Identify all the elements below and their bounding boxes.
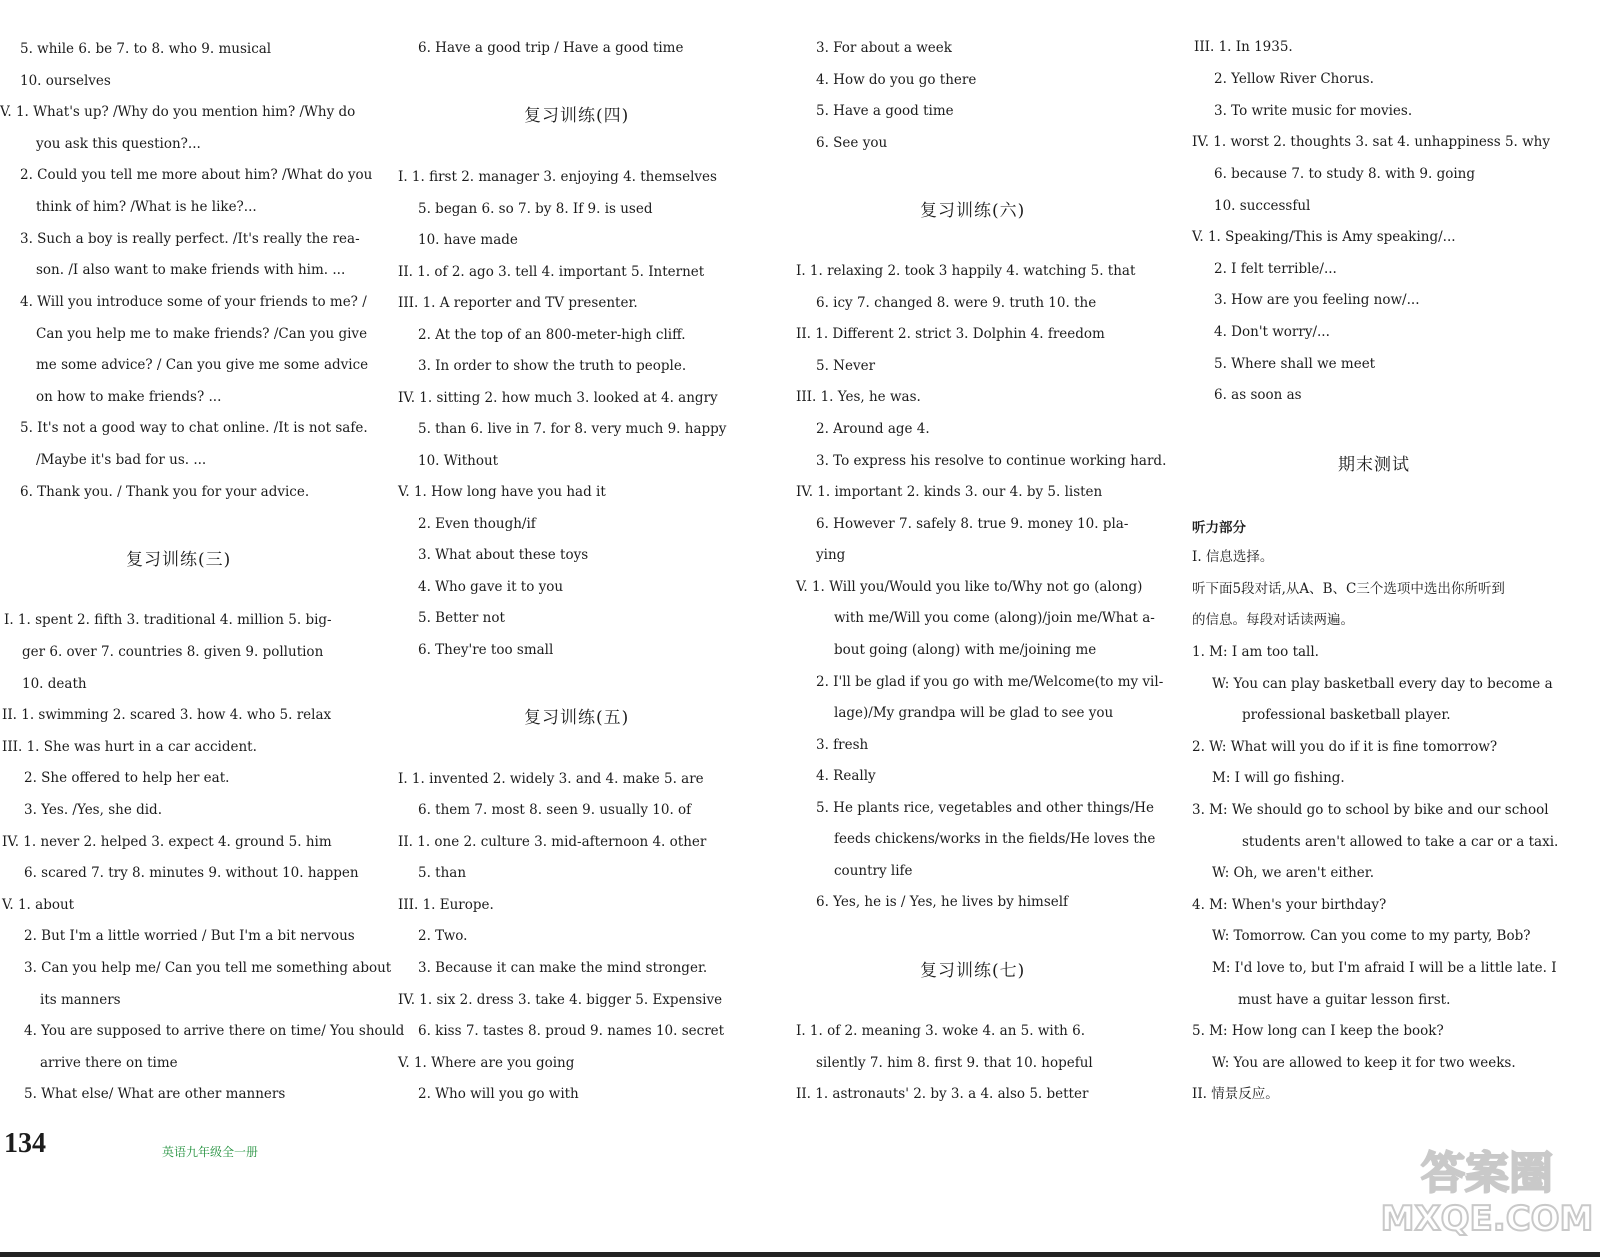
answer-line: 5. What else/ What are other manners (24, 1086, 286, 1102)
answer-line: W: You can play basketball every day to become a (1212, 676, 1553, 692)
page-number: 134 (4, 1128, 46, 1159)
answer-line: 5. Have a good time (816, 103, 954, 119)
section-heading: 复习训练(四) (524, 106, 630, 126)
answer-line: II. 1. of 2. ago 3. tell 4. important 5. Internet (398, 264, 705, 280)
answer-line: 6. because 7. to study 8. with 9. going (1214, 166, 1475, 182)
answer-line: IV. 1. important 2. kinds 3. our 4. by 5. listen (796, 484, 1103, 500)
answer-line: 3. To write music for movies. (1214, 103, 1413, 119)
answer-line: 10. have made (418, 232, 518, 248)
section-heading: 复习训练(三) (126, 550, 232, 570)
answer-line: 2. Even though/if (418, 516, 536, 532)
answer-line: 6. them 7. most 8. seen 9. usually 10. of (418, 802, 692, 818)
answer-line: 4. Don't worry/... (1214, 324, 1330, 340)
answer-line: II. 1. swimming 2. scared 3. how 4. who 5. relax (2, 707, 332, 723)
answer-line: M: I will go fishing. (1212, 770, 1345, 786)
answer-line: 3. How are you feeling now/... (1214, 292, 1420, 308)
answer-line: 6. Yes, he is / Yes, he lives by himself (816, 894, 1069, 910)
answer-line: 6. Have a good trip / Have a good time (418, 40, 684, 56)
answer-line: 3. M: We should go to school by bike and our school (1192, 802, 1549, 818)
answer-line: with me/Will you come (along)/join me/What a- (834, 610, 1155, 626)
answer-line: 1. M: I am too tall. (1192, 644, 1319, 660)
answer-line: /Maybe it's bad for us. ... (36, 452, 207, 468)
answer-line: 3. To express his resolve to continue working hard. (816, 453, 1167, 469)
answer-line: Can you help me to make friends? /Can you give (36, 326, 368, 342)
answer-line: 10. ourselves (20, 73, 111, 89)
answer-line: II. 情景反应。 (1192, 1086, 1279, 1102)
answer-line: 3. Because it can make the mind stronger. (418, 960, 708, 976)
answer-line: 5. Where shall we meet (1214, 356, 1376, 372)
answer-line: IV. 1. six 2. dress 3. take 4. bigger 5. Expensive (398, 992, 723, 1008)
section-heading: 期末测试 (1338, 455, 1410, 475)
answer-line: students aren't allowed to take a car or a taxi. (1242, 834, 1559, 850)
answer-line: 6. scared 7. try 8. minutes 9. without 10. happen (24, 865, 359, 881)
answer-line: 2. Who will you go with (418, 1086, 579, 1102)
watermark-url: MXQE.COM (1380, 1199, 1594, 1239)
answer-line: V. 1. about (2, 897, 75, 913)
answer-line: feeds chickens/works in the fields/He loves the (834, 831, 1156, 847)
answer-line: 2. But I'm a little worried / But I'm a bit nervous (24, 928, 355, 944)
answer-line: I. 1. of 2. meaning 3. woke 4. an 5. with 6. (796, 1023, 1086, 1039)
answer-line: IV. 1. worst 2. thoughts 3. sat 4. unhappiness 5. why (1192, 134, 1551, 150)
answer-line: 3. Such a boy is really perfect. /It's really the rea- (20, 231, 360, 247)
answer-line: III. 1. Yes, he was. (796, 389, 921, 405)
answer-line: must have a guitar lesson first. (1238, 992, 1451, 1008)
section-heading: 复习训练(七) (920, 961, 1026, 981)
answer-line: 2. Around age 4. (816, 421, 930, 437)
answer-line: 3. fresh (816, 737, 869, 753)
answer-line: 3. Yes. /Yes, she did. (24, 802, 162, 818)
answer-line: 4. Will you introduce some of your friends to me? / (20, 294, 367, 310)
answer-line: III. 1. She was hurt in a car accident. (2, 739, 257, 755)
answer-line: son. /I also want to make friends with him. ... (36, 262, 346, 278)
answer-line: 3. Can you help me/ Can you tell me something about (24, 960, 392, 976)
answer-line: 10. Without (418, 453, 499, 469)
answer-line: V. 1. What's up? /Why do you mention him? /Why do (0, 104, 356, 120)
answer-line: III. 1. In 1935. (1194, 39, 1293, 55)
answer-line: 5. than 6. live in 7. for 8. very much 9. happy (418, 421, 727, 437)
answer-line: on how to make friends? ... (36, 389, 222, 405)
answer-line: its manners (40, 992, 121, 1008)
watermark-text: 答案圈 (1421, 1148, 1553, 1199)
answer-line: 5. Never (816, 358, 876, 374)
answer-line: 4. Who gave it to you (418, 579, 564, 595)
answer-line: V. 1. Will you/Would you like to/Why not go (along) (796, 579, 1143, 595)
answer-line: I. 1. relaxing 2. took 3 happily 4. watching 5. that (796, 263, 1136, 279)
answer-line: 2. Yellow River Chorus. (1214, 71, 1374, 87)
answer-line: bout going (along) with me/joining me (834, 642, 1097, 658)
answer-line: 的信息。每段对话读两遍。 (1192, 612, 1354, 628)
answer-line: 6. Thank you. / Thank you for your advice. (20, 484, 310, 500)
answer-line: I. 1. spent 2. fifth 3. traditional 4. million 5. big- (4, 612, 332, 628)
answer-line: 5. M: How long can I keep the book? (1192, 1023, 1444, 1039)
answer-line: IV. 1. sitting 2. how much 3. looked at 4. angry (398, 390, 718, 406)
answer-line: 3. What about these toys (418, 547, 589, 563)
answer-line: 5. Better not (418, 610, 505, 626)
answer-line: II. 1. astronauts' 2. by 3. a 4. also 5. better (796, 1086, 1089, 1102)
answer-line: II. 1. Different 2. strict 3. Dolphin 4. freedom (796, 326, 1105, 342)
answer-line: IV. 1. never 2. helped 3. expect 4. ground 5. him (2, 834, 332, 850)
section-heading: 复习训练(五) (524, 708, 630, 728)
answer-line: 2. I felt terrible/... (1214, 261, 1337, 277)
answer-line: professional basketball player. (1242, 707, 1451, 723)
answer-line: 5. began 6. so 7. by 8. If 9. is used (418, 201, 653, 217)
answer-line: 4. How do you go there (816, 72, 977, 88)
answer-line: country life (834, 863, 913, 879)
answer-line: 10. death (22, 676, 87, 692)
answer-line: 4. Really (816, 768, 876, 784)
answer-line: 2. At the top of an 800-meter-high cliff. (418, 327, 686, 343)
answer-line: 5. while 6. be 7. to 8. who 9. musical (20, 41, 272, 57)
answer-line: 6. However 7. safely 8. true 9. money 10. pla- (816, 516, 1129, 532)
answer-line: 3. In order to show the truth to people. (418, 358, 687, 374)
answer-line: III. 1. A reporter and TV presenter. (398, 295, 638, 311)
answer-line: V. 1. Speaking/This is Amy speaking/... (1192, 229, 1456, 245)
answer-line: 10. successful (1214, 198, 1311, 214)
section-subheading: 听力部分 (1192, 520, 1246, 536)
answer-line: ger 6. over 7. countries 8. given 9. pollution (22, 644, 324, 660)
answer-line: ying (816, 547, 846, 563)
answer-line: 4. You are supposed to arrive there on time/ You should (24, 1023, 405, 1039)
answer-line: think of him? /What is he like?... (36, 199, 257, 215)
book-title: 英语九年级全一册 (162, 1145, 259, 1159)
answer-line: 2. I'll be glad if you go with me/Welcome(to my vil- (816, 674, 1164, 690)
answer-line: lage)/My grandpa will be glad to see you (834, 705, 1114, 721)
answer-line: 6. icy 7. changed 8. were 9. truth 10. the (816, 295, 1097, 311)
answer-line: V. 1. How long have you had it (398, 484, 606, 500)
answer-line: M: I'd love to, but I'm afraid I will be a little late. I (1212, 960, 1557, 976)
answer-line: silently 7. him 8. first 9. that 10. hopeful (816, 1055, 1093, 1071)
answer-line: I. 信息选择。 (1192, 549, 1274, 565)
answer-line: 2. She offered to help her eat. (24, 770, 230, 786)
answer-line: 6. as soon as (1214, 387, 1302, 403)
answer-line: you ask this question?... (36, 136, 201, 152)
answer-line: I. 1. first 2. manager 3. enjoying 4. themselves (398, 169, 717, 185)
answer-line: 2. Could you tell me more about him? /What do you (20, 167, 373, 183)
answer-line: III. 1. Europe. (398, 897, 494, 913)
answer-line: 6. See you (816, 135, 888, 151)
answer-line: 6. kiss 7. tastes 8. proud 9. names 10. secret (418, 1023, 725, 1039)
answer-line: W: Tomorrow. Can you come to my party, Bob? (1212, 928, 1531, 944)
bottom-rule (0, 1252, 1600, 1257)
answer-line: 5. than (418, 865, 467, 881)
answer-line: 5. It's not a good way to chat online. /It is not safe. (20, 420, 368, 436)
answer-line: 4. M: When's your birthday? (1192, 897, 1387, 913)
answer-line: V. 1. Where are you going (398, 1055, 575, 1071)
answer-line: 2. Two. (418, 928, 468, 944)
answer-line: II. 1. one 2. culture 3. mid-afternoon 4. other (398, 834, 707, 850)
answer-line: me some advice? / Can you give me some advice (36, 357, 369, 373)
answer-line: 听下面5段对话,从A、B、C三个选项中选出你所听到 (1192, 581, 1505, 597)
answer-line: 5. He plants rice, vegetables and other things/He (816, 800, 1155, 816)
watermark-logo (1380, 1138, 1594, 1239)
answer-line: 2. W: What will you do if it is fine tomorrow? (1192, 739, 1498, 755)
answer-line: I. 1. invented 2. widely 3. and 4. make 5. are (398, 771, 704, 787)
answer-line: 3. For about a week (816, 40, 952, 56)
answer-line: arrive there on time (40, 1055, 178, 1071)
answer-line: W: Oh, we aren't either. (1212, 865, 1375, 881)
section-heading: 复习训练(六) (920, 201, 1026, 221)
answer-line: 6. They're too small (418, 642, 554, 658)
answer-line: W: You are allowed to keep it for two weeks. (1212, 1055, 1516, 1071)
